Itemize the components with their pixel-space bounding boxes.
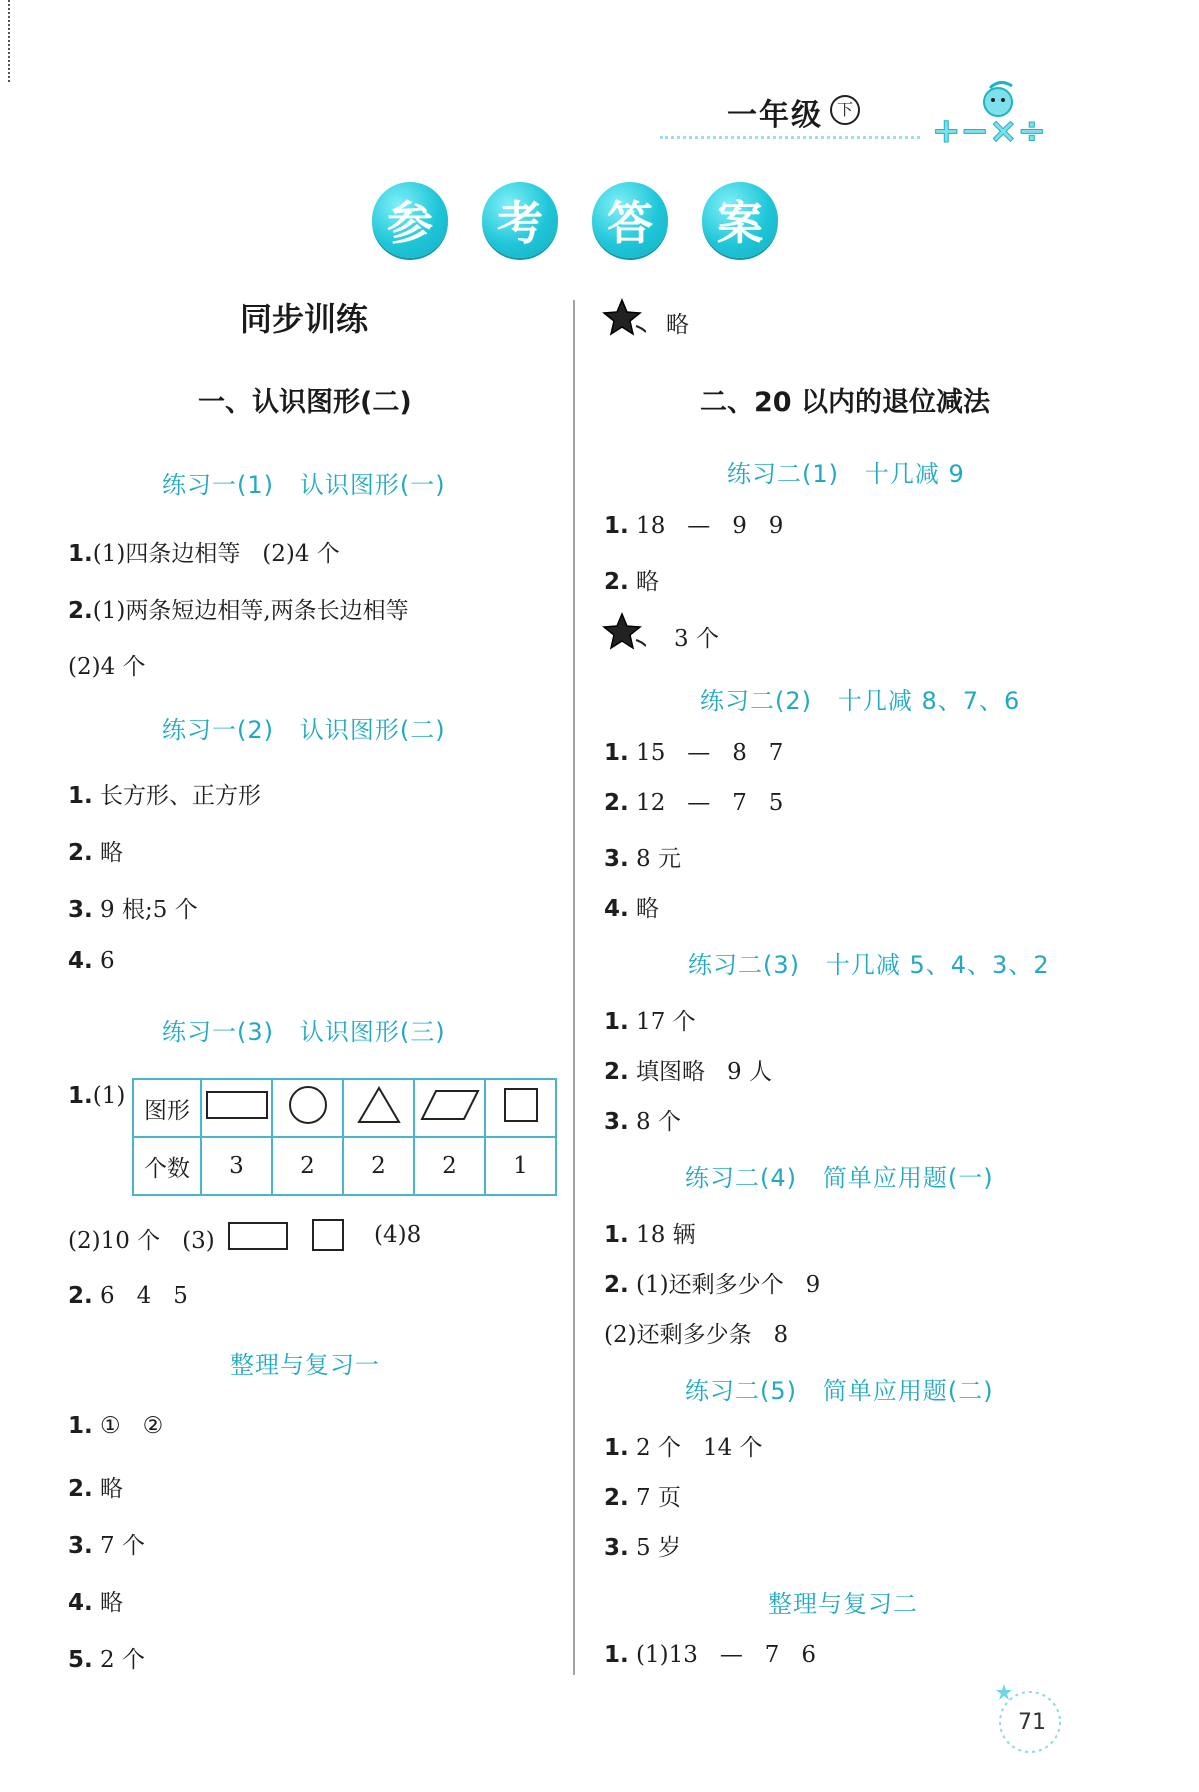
unit-title: 一、认识图形(二) bbox=[198, 387, 412, 418]
section-title: 同步训练 bbox=[240, 300, 369, 338]
table-cell: 2 bbox=[343, 1137, 414, 1195]
answer-key-banner bbox=[372, 182, 778, 258]
answer-line: 3. 7 个 bbox=[68, 1533, 146, 1559]
exercise-title: 练习一(1) 认识图形(一) bbox=[162, 471, 446, 499]
exercise-title: 练习二(1) 十几减 9 bbox=[727, 460, 965, 488]
table-row bbox=[133, 1079, 556, 1137]
answer-line: 4. 略 bbox=[68, 1590, 124, 1616]
table-cell: 2 bbox=[272, 1137, 343, 1195]
star-icon bbox=[602, 298, 646, 338]
rectangle-icon bbox=[228, 1222, 288, 1250]
answer-line: 2. 略 bbox=[68, 840, 124, 866]
grade-label: 一年级 bbox=[727, 98, 823, 133]
answer-line: 1. 长方形、正方形 bbox=[68, 783, 262, 809]
table-cell: 1 bbox=[485, 1137, 556, 1195]
banner-char: 考 bbox=[482, 182, 558, 258]
answer-line: 1.(1)四条边相等 (2)4 个 bbox=[68, 541, 340, 567]
exercise-title: 整理与复习二 bbox=[768, 1590, 918, 1618]
answer-line: 4. 6 bbox=[68, 948, 115, 974]
table-cell bbox=[485, 1079, 556, 1137]
exercise-title: 练习二(3) 十几减 5、4、3、2 bbox=[688, 951, 1050, 979]
answer-line: 1. (1)13 — 7 6 bbox=[604, 1642, 816, 1668]
answer-line: 3. 8 元 bbox=[604, 846, 682, 872]
answer-line: 3. 8 个 bbox=[604, 1109, 682, 1135]
square-icon bbox=[312, 1219, 344, 1251]
answer-line: 2. 略 bbox=[68, 1476, 124, 1502]
exercise-title: 练习二(4) 简单应用题(一) bbox=[685, 1164, 994, 1192]
banner-char: 参 bbox=[372, 182, 448, 258]
term-badge: 下 bbox=[830, 95, 860, 125]
answer-line: 2.(1)两条短边相等,两条长边相等 bbox=[68, 598, 409, 624]
exercise-title: 练习二(5) 简单应用题(二) bbox=[685, 1377, 994, 1405]
table-cell: 3 bbox=[201, 1137, 272, 1195]
unit-title: 二、20 以内的退位减法 bbox=[700, 387, 990, 418]
answer-line: 3. 9 根;5 个 bbox=[68, 897, 198, 923]
answer-line: 2. (1)还剩多少个 9 bbox=[604, 1272, 821, 1298]
answer-line: 2. 7 页 bbox=[604, 1485, 682, 1511]
exercise-title: 练习二(2) 十几减 8、7、6 bbox=[700, 687, 1021, 715]
page-number: 71 bbox=[1018, 1710, 1046, 1735]
answer-line: 3 个 bbox=[674, 626, 719, 652]
math-mascot-icon bbox=[930, 78, 1080, 148]
answer-line: 1. ① ② bbox=[68, 1413, 164, 1439]
margin-dashes bbox=[8, 0, 10, 82]
header-dotted-line bbox=[660, 136, 920, 139]
answer-line: (2)还剩多少条 8 bbox=[604, 1322, 789, 1348]
table-header: 个数 bbox=[133, 1137, 201, 1195]
answer-line: 略 bbox=[666, 312, 689, 338]
table-cell bbox=[201, 1079, 272, 1137]
svg-text:+−×÷: +−×÷ bbox=[932, 111, 1046, 148]
answer-line: 2. 填图略 9 人 bbox=[604, 1059, 772, 1085]
table-cell bbox=[343, 1079, 414, 1137]
shape-count-table bbox=[132, 1078, 557, 1196]
table-cell bbox=[414, 1079, 485, 1137]
answer-line: 5. 2 个 bbox=[68, 1647, 146, 1673]
answer-line: 3. 5 岁 bbox=[604, 1535, 682, 1561]
exercise-title: 整理与复习一 bbox=[230, 1351, 380, 1379]
answer-line: (2)10 个 (3) bbox=[68, 1228, 215, 1254]
answer-line: 2. 12 — 7 5 bbox=[604, 790, 784, 816]
exercise-title: 练习一(3) 认识图形(三) bbox=[162, 1018, 446, 1046]
answer-line: (2)4 个 bbox=[68, 654, 146, 680]
answer-line: 4. 略 bbox=[604, 896, 660, 922]
circle-icon bbox=[287, 1084, 329, 1126]
answer-line: 1. 15 — 8 7 bbox=[604, 740, 784, 766]
rectangle-icon bbox=[206, 1091, 268, 1119]
answer-line: 1. 18 — 9 9 bbox=[604, 513, 784, 539]
parallelogram-icon bbox=[418, 1087, 482, 1123]
table-cell bbox=[272, 1079, 343, 1137]
banner-char: 答 bbox=[592, 182, 668, 258]
answer-line: 2. 6 4 5 bbox=[68, 1283, 188, 1309]
star-icon bbox=[602, 612, 646, 652]
answer-line: 1.(1) bbox=[68, 1083, 126, 1109]
square-icon bbox=[504, 1088, 538, 1122]
answer-line: 1. 17 个 bbox=[604, 1009, 696, 1035]
table-cell: 2 bbox=[414, 1137, 485, 1195]
answer-line: 1. 2 个 14 个 bbox=[604, 1435, 763, 1461]
answer-line: 2. 略 bbox=[604, 569, 660, 595]
exercise-title: 练习一(2) 认识图形(二) bbox=[162, 716, 446, 744]
answer-line: (4)8 bbox=[374, 1222, 422, 1248]
triangle-icon bbox=[355, 1084, 403, 1126]
banner-char: 案 bbox=[702, 182, 778, 258]
table-header: 图形 bbox=[133, 1079, 201, 1137]
answer-line: 1. 18 辆 bbox=[604, 1222, 696, 1248]
column-divider bbox=[573, 300, 575, 1675]
table-row bbox=[133, 1137, 556, 1195]
